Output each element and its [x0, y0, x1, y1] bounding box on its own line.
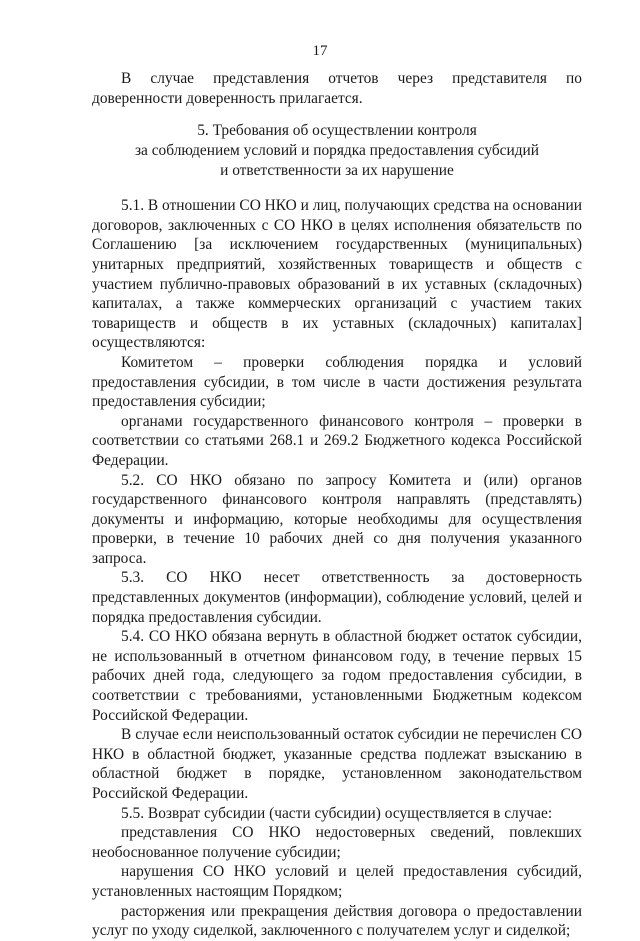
paragraph: представления СО НКО недостоверных сведений, повлекших необоснованное получение субсидии; [92, 824, 582, 861]
paragraph: В случае представления отчетов через представителя по доверенности доверенность прилагается. [92, 70, 582, 107]
heading-line: за соблюдением условий и порядка предоставления субсидий [134, 142, 540, 160]
section-heading [92, 121, 582, 181]
paragraph: расторжения или прекращения действия договора о предоставлении услуг по уходу сиделкой, заключенного с получателем услуг и сиделкой; [92, 902, 582, 940]
paragraph: В случае если неиспользованный остаток субсидии не перечислен СО НКО в областной бюджет, указанные средства подлежат взысканию в областной бюджет в порядке, установленном законодательством Российской Федерации. [92, 726, 582, 802]
heading-line: и ответственности за их нарушение [220, 162, 454, 180]
paragraph-5-5: 5.5. Возврат субсидии (части субсидии) осуществляется в случае: [121, 804, 553, 822]
page-number: 17 [312, 43, 328, 59]
paragraph: нарушения СО НКО условий и целей предоставления субсидий, установленных настоящим Порядком; [92, 863, 582, 900]
paragraph-5-1: 5.1. В отношении СО НКО и лиц, получающих средства на основании договоров, заключенных с СО НКО в целях исполнения обязательств по Соглашению [за исключением государственных (муниципальных) унитарных предприятий, хозяйственных товариществ и обществ с участием публично-правовых образований в их уставных (складочных) капиталах, а также коммерческих организаций с участием таких товариществ и обществ в их уставных (складочных) капиталах] осуществляются: [92, 197, 583, 352]
paragraph-5-2: 5.2. СО НКО обязано по запросу Комитета и (или) органов государственного финансового контроля направлять (представлять) документы и информацию, которые необходимы для осуществления проверки, в течение 10 рабочих дней со дня получения указанного запроса. [92, 471, 582, 567]
heading-line: 5. Требования об осуществлении контроля [197, 122, 477, 140]
paragraph: органами государственного финансового контроля – проверки в соответствии со статьями 268.1 и 269.2 Бюджетного кодекса Российской Федерации. [92, 412, 582, 469]
paragraph-5-4: 5.4. СО НКО обязана вернуть в областной бюджет остаток субсидии, не использованный в отчетном финансовом году, в течение первых 15 рабочих дней года, следующего за годом предоставления субсидии, в соответствии с требованиями, установленными Бюджетным кодексом Российской Федерации. [92, 628, 582, 724]
paragraph: Комитетом – проверки соблюдения порядка и условий предоставления субсидии, в том числе в части достижения результата предоставления субсидии; [92, 353, 582, 411]
document-body [92, 69, 582, 941]
paragraph-5-3: 5.3. СО НКО несет ответственность за достоверность представленных документов (информации), соблюдение условий, целей и порядка предоставления субсидии. [92, 569, 582, 626]
